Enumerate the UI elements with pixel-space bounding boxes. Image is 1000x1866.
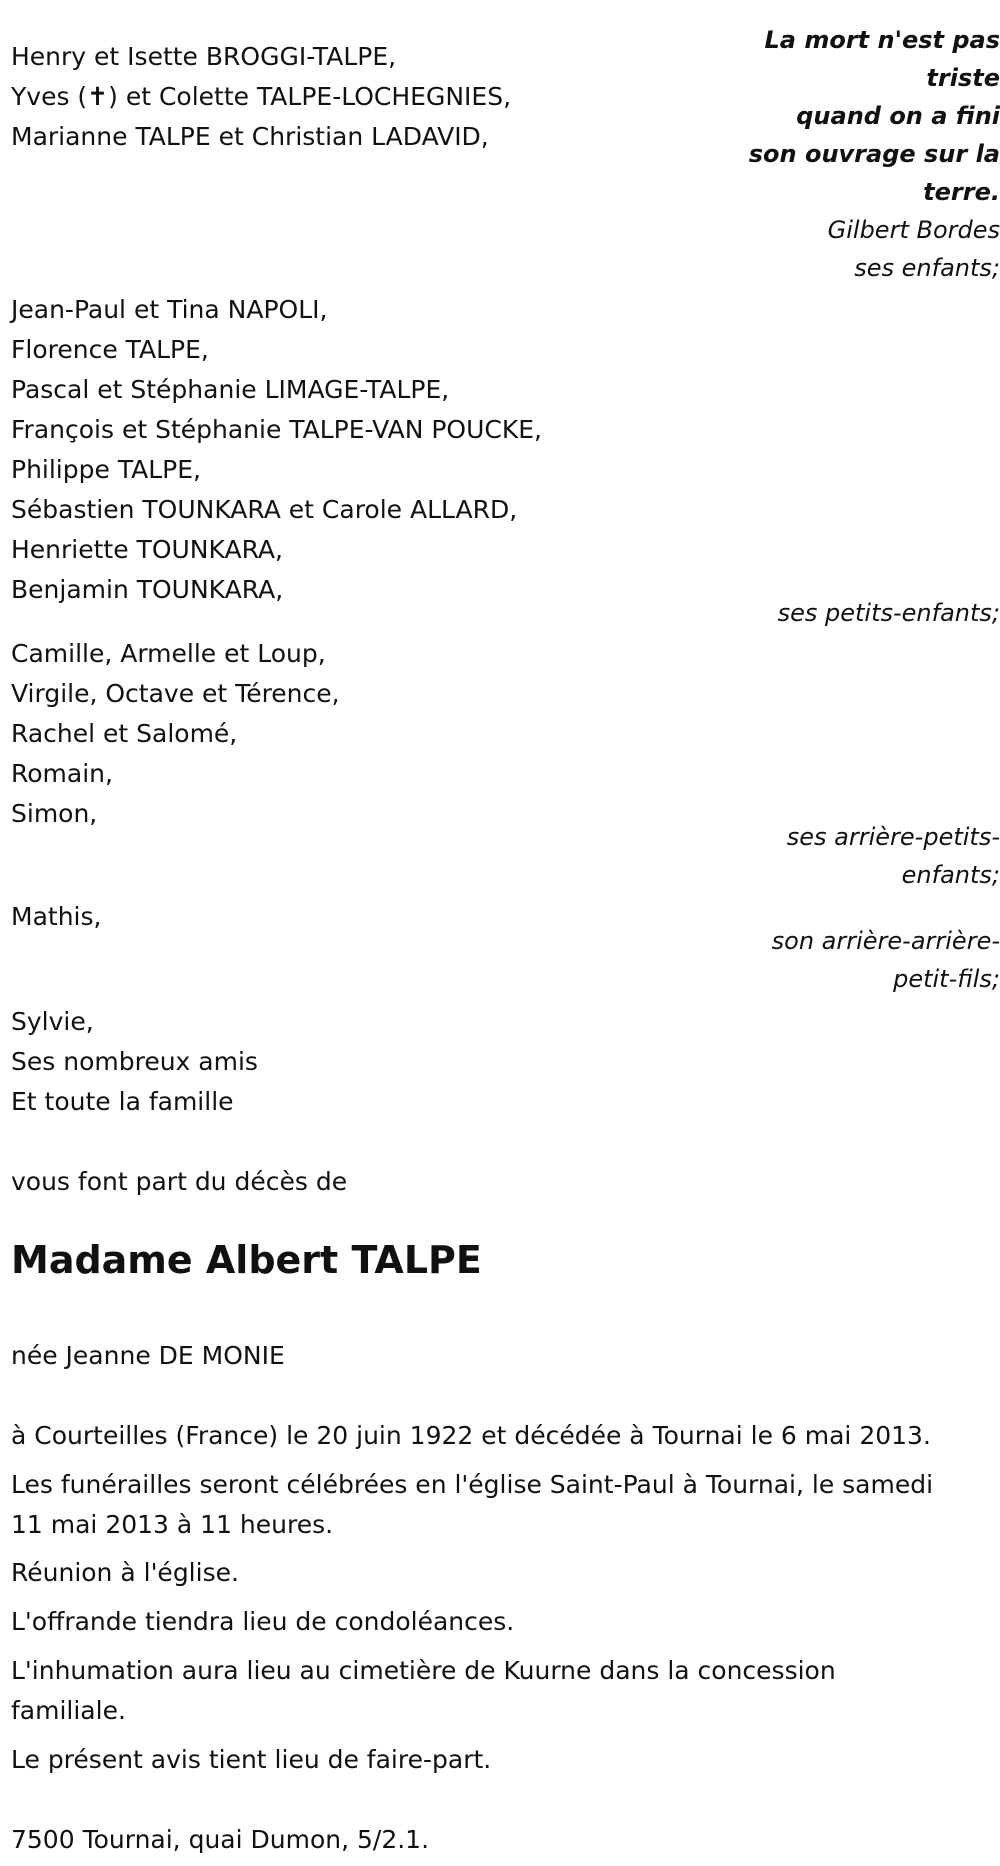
grandchild-line: Jean-Paul et Tina NAPOLI,: [11, 295, 328, 324]
offering-info: L'offrande tiendra lieu de condoléances.: [11, 1607, 515, 1636]
great-grandchild-line: Rachel et Salomé,: [11, 719, 238, 748]
others-line: Ses nombreux amis: [11, 1047, 258, 1076]
label-great-grandchildren-1: ses arrière-petits-: [786, 823, 1000, 851]
parent-line-1: Henry et Isette BROGGI-TALPE,: [11, 42, 397, 71]
grandchild-line: Benjamin TOUNKARA,: [11, 575, 284, 604]
label-children: ses enfants;: [854, 254, 1000, 282]
quote-line-4: son ouvrage sur la: [748, 140, 1000, 168]
funeral-line-1: Les funérailles seront célébrées en l'église Saint-Paul à Tournai, le samedi: [11, 1470, 934, 1499]
label-great-great-grandson-1: son arrière-arrière-: [771, 927, 1000, 955]
burial-line-1: L'inhumation aura lieu au cimetière de Kuurne dans la concession: [11, 1656, 836, 1685]
others-line: Et toute la famille: [11, 1087, 234, 1116]
quote-line-2: triste: [926, 64, 1000, 92]
great-grandchild-line: Romain,: [11, 759, 113, 788]
great-grandchild-line: Virgile, Octave et Térence,: [11, 679, 340, 708]
announcement: vous font part du décès de: [11, 1167, 348, 1196]
grandchild-line: Philippe TALPE,: [11, 455, 202, 484]
label-great-grandchildren-2: enfants;: [901, 861, 1000, 889]
label-grandchildren: ses petits-enfants;: [777, 599, 1000, 627]
meeting-info: Réunion à l'église.: [11, 1558, 239, 1587]
quote-author: Gilbert Bordes: [827, 216, 1000, 244]
grandchild-line: François et Stéphanie TALPE-VAN POUCKE,: [11, 415, 542, 444]
grandchild-line: Henriette TOUNKARA,: [11, 535, 283, 564]
funeral-line-2: 11 mai 2013 à 11 heures.: [11, 1510, 334, 1539]
great-great-grandson: Mathis,: [11, 902, 102, 931]
parent-line-3: Marianne TALPE et Christian LADAVID,: [11, 122, 489, 151]
grandchild-line: Pascal et Stéphanie LIMAGE-TALPE,: [11, 375, 450, 404]
quote-line-1: La mort n'est pas: [764, 26, 1000, 54]
quote-line-3: quand on a fini: [796, 102, 1000, 130]
address: 7500 Tournai, quai Dumon, 5/2.1.: [11, 1825, 430, 1854]
born-name: née Jeanne DE MONIE: [11, 1341, 285, 1370]
great-grandchild-line: Camille, Armelle et Loup,: [11, 639, 326, 668]
parent-line-2: Yves (✝) et Colette TALPE-LOCHEGNIES,: [11, 82, 512, 111]
deceased-name: Madame Albert TALPE: [11, 1238, 482, 1282]
label-great-great-grandson-2: petit-fils;: [893, 965, 1000, 993]
grandchild-line: Florence TALPE,: [11, 335, 209, 364]
great-grandchild-line: Simon,: [11, 799, 98, 828]
quote-line-5: terre.: [923, 178, 1000, 206]
birth-death-dates: à Courteilles (France) le 20 juin 1922 et décédée à Tournai le 6 mai 2013.: [11, 1421, 931, 1450]
others-line: Sylvie,: [11, 1007, 94, 1036]
burial-line-2: familiale.: [11, 1696, 126, 1725]
grandchild-line: Sébastien TOUNKARA et Carole ALLARD,: [11, 495, 518, 524]
notice-info: Le présent avis tient lieu de faire-part.: [11, 1745, 492, 1774]
